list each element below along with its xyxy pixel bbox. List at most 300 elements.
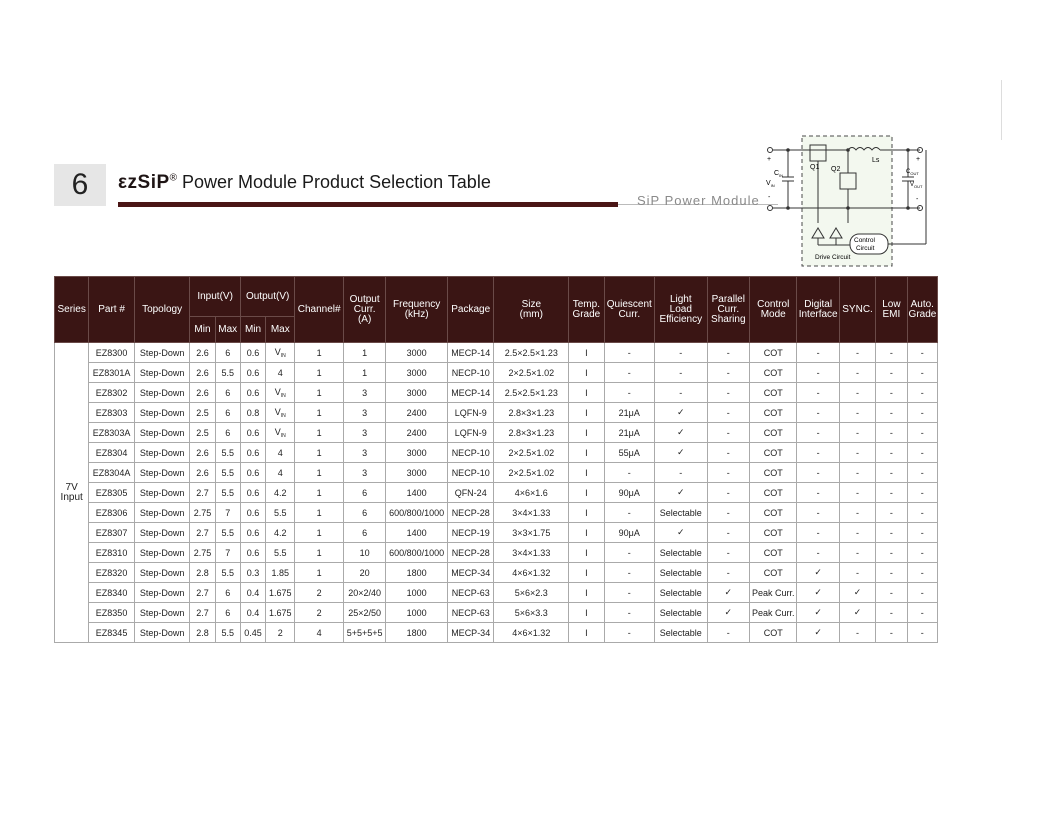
table-cell: 1: [343, 363, 385, 383]
table-cell: -: [655, 383, 708, 403]
table-cell: Selectable: [655, 563, 708, 583]
product-selection-table: [54, 276, 938, 643]
table-cell: I: [569, 503, 604, 523]
table-cell: -: [797, 463, 839, 483]
table-cell: 5.5: [215, 523, 240, 543]
table-cell: -: [797, 443, 839, 463]
table-cell: 2×2.5×1.02: [494, 443, 569, 463]
table-cell: -: [839, 423, 875, 443]
table-cell: 3: [343, 383, 385, 403]
table-cell: -: [707, 503, 749, 523]
table-cell: COT: [749, 563, 796, 583]
table-cell: 0.6: [240, 383, 265, 403]
table-cell: 2.7: [190, 603, 215, 623]
table-cell: 0.6: [240, 503, 265, 523]
table-cell: 1: [295, 363, 343, 383]
table-cell: ✓: [797, 583, 839, 603]
table-cell: -: [839, 363, 875, 383]
page-edge-rule: [1001, 80, 1002, 140]
table-cell: I: [569, 563, 604, 583]
table-cell: -: [876, 563, 907, 583]
table-cell: 2.8×3×1.23: [494, 423, 569, 443]
table-cell: -: [797, 403, 839, 423]
table-cell: -: [839, 383, 875, 403]
table-cell: -: [839, 343, 875, 363]
table-row: [55, 483, 938, 503]
table-cell: ✓: [797, 563, 839, 583]
table-cell: EZ8305: [89, 483, 134, 503]
table-cell: I: [569, 343, 604, 363]
table-cell: 5.5: [215, 483, 240, 503]
table-cell: 20×2/40: [343, 583, 385, 603]
svg-text:-: -: [916, 196, 919, 203]
svg-text:+: +: [916, 156, 921, 163]
table-cell: NECP-28: [447, 503, 493, 523]
table-cell: 0.6: [240, 523, 265, 543]
table-cell: I: [569, 543, 604, 563]
circuit-diagram: [760, 133, 930, 268]
table-cell: I: [569, 583, 604, 603]
table-cell: 0.6: [240, 543, 265, 563]
table-cell: -: [876, 383, 907, 403]
table-cell: NECP-19: [447, 523, 493, 543]
table-cell: ✓: [707, 603, 749, 623]
table-cell: -: [604, 623, 655, 643]
table-cell: ✓: [839, 583, 875, 603]
table-cell: 2×2.5×1.02: [494, 463, 569, 483]
table-row: [55, 523, 938, 543]
table-cell: -: [876, 523, 907, 543]
series-cell: 7V Input: [55, 343, 89, 643]
table-cell: 2: [295, 603, 343, 623]
table-cell: ✓: [839, 603, 875, 623]
table-cell: -: [907, 623, 937, 643]
table-cell: NECP-10: [447, 363, 493, 383]
table-cell: -: [907, 503, 937, 523]
table-cell: EZ8303A: [89, 423, 134, 443]
col-input: Input(V): [190, 277, 241, 317]
table-cell: -: [707, 483, 749, 503]
svg-text:COUT: $C_{OUT}$: [906, 169, 919, 176]
table-cell: 5.5: [215, 363, 240, 383]
table-cell: 2×2.5×1.02: [494, 363, 569, 383]
table-cell: -: [707, 383, 749, 403]
table-cell: I: [569, 603, 604, 623]
table-cell: EZ8307: [89, 523, 134, 543]
table-cell: 2.5×2.5×1.23: [494, 343, 569, 363]
table-cell: 6: [215, 343, 240, 363]
table-cell: NECP-63: [447, 583, 493, 603]
col-frequency: Frequency (kHz): [386, 277, 448, 343]
col-input-min: Min: [190, 317, 215, 343]
table-cell: 0.6: [240, 483, 265, 503]
table-cell: -: [797, 483, 839, 503]
table-cell: 0.6: [240, 443, 265, 463]
table-cell: 6: [215, 423, 240, 443]
svg-text:VIN: $V_{IN}$: [766, 180, 775, 188]
table-cell: -: [907, 363, 937, 383]
table-row: [55, 623, 938, 643]
table-cell: -: [604, 383, 655, 403]
table-cell: 3: [343, 403, 385, 423]
table-cell: Step-Down: [134, 523, 190, 543]
table-row: [55, 503, 938, 523]
svg-text:VOUT: $V_{OUT}$: [910, 182, 923, 189]
svg-text:-: -: [768, 194, 771, 201]
col-output-min: Min: [240, 317, 265, 343]
table-cell: 2.7: [190, 583, 215, 603]
table-cell: 3×4×1.33: [494, 543, 569, 563]
table-cell: 21μA: [604, 403, 655, 423]
table-cell: Selectable: [655, 623, 708, 643]
table-cell: Selectable: [655, 543, 708, 563]
table-cell: 6: [215, 383, 240, 403]
table-cell: I: [569, 623, 604, 643]
table-cell: 7: [215, 503, 240, 523]
table-cell: -: [839, 563, 875, 583]
table-cell: 55μA: [604, 443, 655, 463]
table-cell: 2.6: [190, 383, 215, 403]
table-header: [55, 277, 938, 343]
table-cell: 1000: [386, 583, 448, 603]
table-cell: 2400: [386, 403, 448, 423]
table-cell: Step-Down: [134, 423, 190, 443]
table-cell: 1800: [386, 623, 448, 643]
table-cell: 2400: [386, 423, 448, 443]
table-cell: 600/800/1000: [386, 503, 448, 523]
table-cell: EZ8320: [89, 563, 134, 583]
table-cell: 6: [215, 583, 240, 603]
table-cell: MECP-34: [447, 563, 493, 583]
table-cell: Step-Down: [134, 483, 190, 503]
table-cell: 4×6×1.6: [494, 483, 569, 503]
table-cell: -: [876, 443, 907, 463]
table-cell: -: [839, 543, 875, 563]
table-cell: 3×3×1.75: [494, 523, 569, 543]
table-cell: 1.675: [266, 603, 295, 623]
table-cell: COT: [749, 623, 796, 643]
table-cell: 6: [343, 523, 385, 543]
table-cell: -: [876, 463, 907, 483]
table-cell: ✓: [797, 603, 839, 623]
table-cell: $V_{IN}$: [266, 423, 295, 443]
table-row: [55, 443, 938, 463]
table-cell: -: [907, 443, 937, 463]
title-underline: [118, 202, 618, 207]
brand-logo: εzSiP®: [118, 172, 178, 193]
table-cell: I: [569, 523, 604, 543]
table-cell: -: [707, 623, 749, 643]
table-cell: 5.5: [266, 543, 295, 563]
table-cell: -: [604, 503, 655, 523]
table-cell: ✓: [655, 443, 708, 463]
table-cell: 1: [343, 343, 385, 363]
table-cell: ✓: [655, 523, 708, 543]
table-cell: 5×6×2.3: [494, 583, 569, 603]
col-output: Output(V): [240, 277, 295, 317]
table-cell: -: [707, 363, 749, 383]
table-cell: 4: [295, 623, 343, 643]
col-temp-grade: Temp. Grade: [569, 277, 604, 343]
table-cell: -: [907, 543, 937, 563]
table-cell: I: [569, 383, 604, 403]
table-cell: 1: [295, 403, 343, 423]
svg-text:+: +: [767, 156, 772, 163]
svg-text:Q1: Q1: [810, 164, 820, 171]
table-cell: EZ8301A: [89, 363, 134, 383]
table-cell: -: [707, 463, 749, 483]
table-cell: 3000: [386, 343, 448, 363]
table-cell: 0.4: [240, 583, 265, 603]
table-cell: 1.675: [266, 583, 295, 603]
table-cell: -: [907, 523, 937, 543]
table-cell: 5.5: [215, 463, 240, 483]
table-cell: -: [604, 463, 655, 483]
table-cell: -: [876, 483, 907, 503]
table-row: [55, 463, 938, 483]
table-cell: I: [569, 423, 604, 443]
table-cell: 1: [295, 563, 343, 583]
svg-text:Ls: Ls: [872, 157, 880, 164]
table-cell: 3000: [386, 383, 448, 403]
table-cell: -: [797, 543, 839, 563]
col-light-load: Light Load Efficiency: [655, 277, 708, 343]
table-cell: I: [569, 403, 604, 423]
table-cell: 2.5: [190, 403, 215, 423]
table-cell: EZ8310: [89, 543, 134, 563]
table-cell: -: [907, 483, 937, 503]
page-number: 6: [54, 164, 106, 206]
table-cell: ✓: [655, 483, 708, 503]
table-cell: -: [604, 603, 655, 623]
table-cell: 1: [295, 443, 343, 463]
title-text: Power Module Product Selection Table: [181, 172, 491, 192]
col-digital: Digital Interface: [797, 277, 839, 343]
page-title: [118, 172, 491, 194]
table-cell: 0.6: [240, 463, 265, 483]
table-cell: 2.6: [190, 443, 215, 463]
table-cell: COT: [749, 343, 796, 363]
table-cell: -: [707, 403, 749, 423]
table-cell: Peak Curr.: [749, 583, 796, 603]
table-cell: Step-Down: [134, 443, 190, 463]
table-cell: LQFN-9: [447, 423, 493, 443]
table-cell: 5.5: [215, 623, 240, 643]
table-cell: 2.5: [190, 423, 215, 443]
table-cell: 1400: [386, 483, 448, 503]
table-cell: 2.75: [190, 543, 215, 563]
col-control-mode: Control Mode: [749, 277, 796, 343]
table-cell: 3×4×1.33: [494, 503, 569, 523]
table-cell: EZ8345: [89, 623, 134, 643]
table-cell: 600/800/1000: [386, 543, 448, 563]
table-row: [55, 563, 938, 583]
table-cell: 5.5: [215, 563, 240, 583]
table-cell: -: [797, 503, 839, 523]
table-cell: -: [797, 423, 839, 443]
table-cell: EZ8306: [89, 503, 134, 523]
table-cell: 2.8: [190, 563, 215, 583]
table-cell: 0.4: [240, 603, 265, 623]
table-cell: COT: [749, 363, 796, 383]
table-cell: -: [604, 363, 655, 383]
table-cell: COT: [749, 383, 796, 403]
svg-text:Q2: Q2: [831, 166, 841, 173]
table-cell: 3: [343, 443, 385, 463]
table-cell: COT: [749, 463, 796, 483]
table-cell: -: [876, 583, 907, 603]
table-cell: COT: [749, 523, 796, 543]
table-cell: 4.2: [266, 523, 295, 543]
table-cell: COT: [749, 443, 796, 463]
table-cell: 3000: [386, 443, 448, 463]
table-cell: 25×2/50: [343, 603, 385, 623]
svg-text:CIN: $C_{IN}$: [774, 170, 784, 178]
table-cell: 6: [215, 403, 240, 423]
table-cell: -: [604, 543, 655, 563]
table-cell: NECP-10: [447, 463, 493, 483]
section-subtitle: SiP Power Module: [637, 193, 760, 208]
table-cell: Step-Down: [134, 403, 190, 423]
table-cell: 2.6: [190, 343, 215, 363]
table-row: [55, 583, 938, 603]
table-cell: 2.8×3×1.23: [494, 403, 569, 423]
table-cell: 0.8: [240, 403, 265, 423]
table-row: [55, 383, 938, 403]
table-cell: $V_{IN}$: [266, 383, 295, 403]
table-cell: Step-Down: [134, 543, 190, 563]
table-cell: MECP-34: [447, 623, 493, 643]
table-cell: -: [907, 463, 937, 483]
svg-text:Control: Control: [854, 237, 875, 244]
table-row: [55, 403, 938, 423]
table-cell: -: [907, 423, 937, 443]
table-cell: MECP-14: [447, 343, 493, 363]
table-cell: 3000: [386, 363, 448, 383]
table-cell: $V_{IN}$: [266, 343, 295, 363]
table-cell: I: [569, 483, 604, 503]
table-cell: 5.5: [266, 503, 295, 523]
col-quiescent: Quiescent Curr.: [604, 277, 655, 343]
table-cell: 7: [215, 543, 240, 563]
table-row: [55, 543, 938, 563]
table-cell: NECP-28: [447, 543, 493, 563]
table-cell: Peak Curr.: [749, 603, 796, 623]
table-cell: QFN-24: [447, 483, 493, 503]
table-cell: EZ8304A: [89, 463, 134, 483]
table-cell: 2.7: [190, 483, 215, 503]
table-row: [55, 603, 938, 623]
table-cell: 4×6×1.32: [494, 563, 569, 583]
table-cell: -: [707, 543, 749, 563]
table-cell: -: [655, 343, 708, 363]
table-cell: Selectable: [655, 583, 708, 603]
table-cell: -: [876, 363, 907, 383]
table-cell: -: [839, 443, 875, 463]
table-cell: Step-Down: [134, 603, 190, 623]
table-cell: EZ8303: [89, 403, 134, 423]
table-cell: 1400: [386, 523, 448, 543]
table-cell: 4: [266, 363, 295, 383]
table-cell: 90μA: [604, 523, 655, 543]
table-cell: 4×6×1.32: [494, 623, 569, 643]
col-output-max: Max: [266, 317, 295, 343]
table-cell: -: [907, 383, 937, 403]
table-cell: -: [876, 623, 907, 643]
table-cell: -: [876, 343, 907, 363]
table-cell: -: [907, 403, 937, 423]
table-cell: -: [907, 563, 937, 583]
table-cell: EZ8300: [89, 343, 134, 363]
table-cell: 4: [266, 463, 295, 483]
table-cell: -: [839, 403, 875, 423]
table-row: [55, 343, 938, 363]
table-cell: -: [655, 463, 708, 483]
table-cell: COT: [749, 423, 796, 443]
table-cell: I: [569, 363, 604, 383]
col-auto-grade: Auto. Grade: [907, 277, 937, 343]
col-low-emi: Low EMI: [876, 277, 907, 343]
table-cell: 2: [295, 583, 343, 603]
table-cell: COT: [749, 543, 796, 563]
table-cell: -: [797, 343, 839, 363]
table-cell: Selectable: [655, 603, 708, 623]
table-cell: -: [604, 343, 655, 363]
table-cell: -: [876, 423, 907, 443]
table-cell: NECP-10: [447, 443, 493, 463]
table-cell: -: [876, 543, 907, 563]
table-cell: 5.5: [215, 443, 240, 463]
table-cell: 1000: [386, 603, 448, 623]
table-cell: -: [707, 563, 749, 583]
table-cell: 6: [215, 603, 240, 623]
table-cell: -: [604, 563, 655, 583]
table-cell: EZ8302: [89, 383, 134, 403]
table-cell: ✓: [707, 583, 749, 603]
table-cell: 0.6: [240, 423, 265, 443]
table-cell: 1: [295, 523, 343, 543]
table-row: [55, 363, 938, 383]
col-channel: Channel#: [295, 277, 343, 343]
table-cell: -: [655, 363, 708, 383]
table-cell: -: [839, 623, 875, 643]
table-cell: Step-Down: [134, 583, 190, 603]
table-cell: 5+5+5+5: [343, 623, 385, 643]
col-part: Part #: [89, 277, 134, 343]
table-cell: -: [707, 423, 749, 443]
table-cell: -: [839, 463, 875, 483]
col-package: Package: [447, 277, 493, 343]
table-cell: I: [569, 443, 604, 463]
table-cell: -: [907, 343, 937, 363]
table-cell: 2.75: [190, 503, 215, 523]
table-cell: -: [907, 603, 937, 623]
table-cell: -: [839, 483, 875, 503]
table-cell: 5×6×3.3: [494, 603, 569, 623]
table-cell: 2.6: [190, 363, 215, 383]
table-cell: 10: [343, 543, 385, 563]
table-cell: Step-Down: [134, 623, 190, 643]
table-cell: 0.6: [240, 343, 265, 363]
table-cell: 3000: [386, 463, 448, 483]
table-cell: 4.2: [266, 483, 295, 503]
table-cell: I: [569, 463, 604, 483]
table-cell: EZ8350: [89, 603, 134, 623]
table-cell: 1: [295, 463, 343, 483]
table-cell: 1: [295, 503, 343, 523]
table-cell: 2: [266, 623, 295, 643]
table-cell: EZ8340: [89, 583, 134, 603]
